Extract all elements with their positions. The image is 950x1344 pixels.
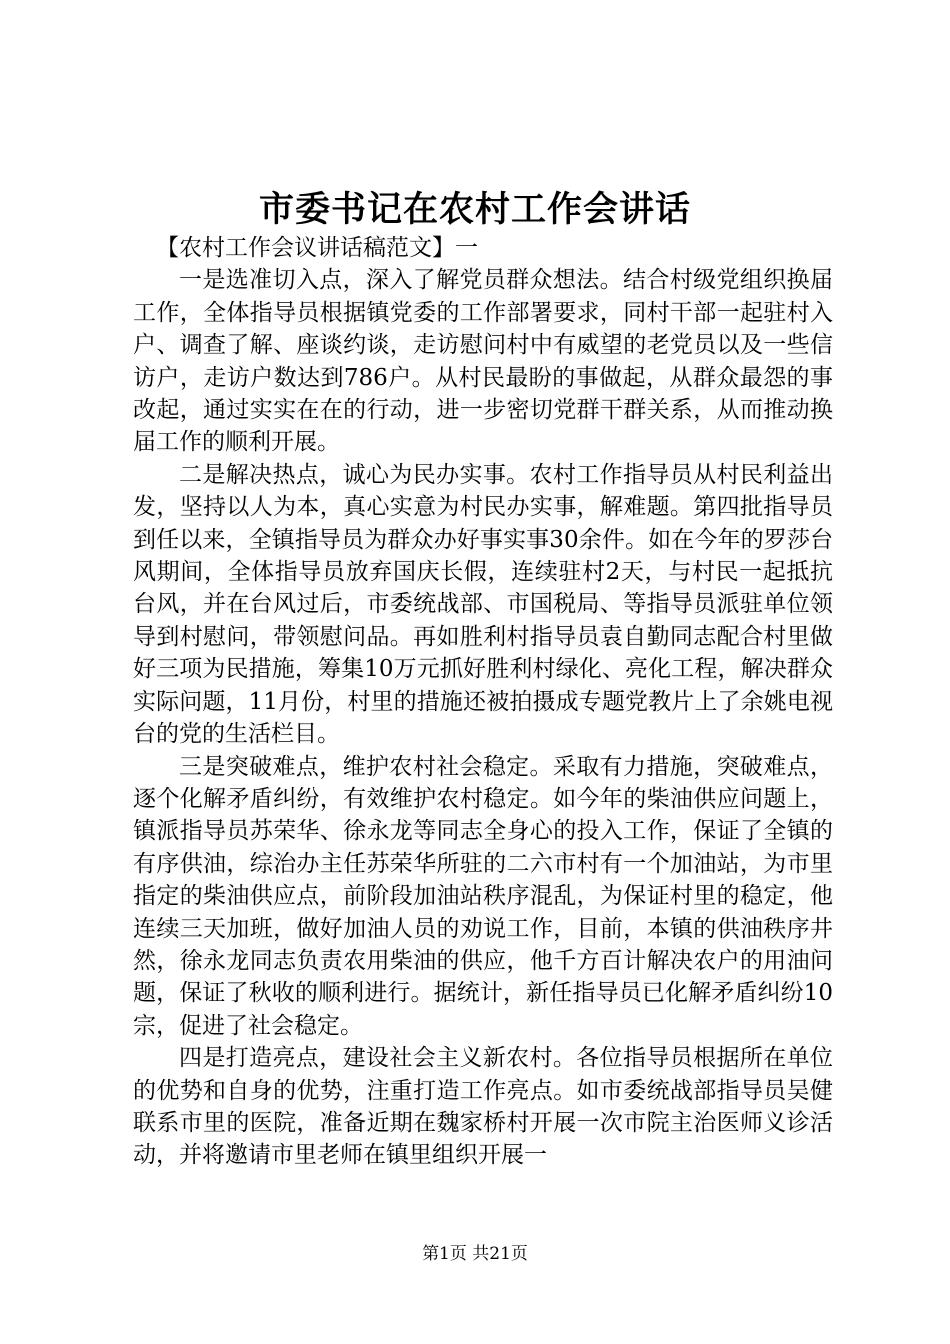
document-subheading: 【农村工作会议讲话稿范文】一 (156, 235, 478, 261)
document-body (133, 232, 833, 1172)
paragraph-1: 一是选准切入点，深入了解党员群众想法。结合村级党组织换届工作，全体指导员根据镇党委的工作部署要求，同村干部一起驻村入户、调查了解、座谈约谈，走访慰问村中有威望的老党员以及一些信访户，走访户数达到786户。从村民最盼的事做起，从群众最怨的事改起，通过实实在在的行动，进一步密切党群干群关系，从而推动换届工作的顺利开展。 (133, 267, 833, 456)
page-footer: 第1页 共21页 (422, 1244, 528, 1264)
paragraph-4: 四是打造亮点，建设社会主义新农村。各位指导员根据所在单位的优势和自身的优势，注重打造工作亮点。如市委统战部指导员吴健联系市里的医院，准备近期在魏家桥村开展一次市院主治医师义诊活动，并将邀请市里老师在镇里组织开展一 (133, 1045, 833, 1169)
document-title: 市委书记在农村工作会讲话 (258, 189, 691, 230)
paragraph-3: 三是突破难点，维护农村社会稳定。采取有力措施，突破难点，逐个化解矛盾纠纷，有效维护农村稳定。如今年的柴油供应问题上，镇派指导员苏荣华、徐永龙等同志全身心的投入工作，保证了全镇的有序供油，综治办主任苏荣华所驻的二六市村有一个加油站，为市里指定的柴油供应点，前阶段加油站秩序混乱，为保证村里的稳定，他连续三天加班，做好加油人员的劝说工作，目前，本镇的供油秩序井然，徐永龙同志负责农用柴油的供应，他千方百计解决农户的用油问题，保证了秋收的顺利进行。据统计，新任指导员已化解矛盾纠纷10宗，促进了社会稳定。 (133, 753, 833, 1039)
paragraph-2: 二是解决热点，诚心为民办实事。农村工作指导员从村民利益出发，坚持以人为本，真心实意为村民办实事，解难题。第四批指导员到任以来，全镇指导员为群众办好事实事30余件。如在今年的罗莎台风期间，全体指导员放弃国庆长假，连续驻村2天，与村民一起抵抗台风，并在台风过后，市委统战部、市国税局、等指导员派驻单位领导到村慰问，带领慰问品。再如胜利村指导员袁自勤同志配合村里做好三项为民措施，筹集10万元抓好胜利村绿化、亮化工程，解决群众实际问题，11月份，村里的措施还被拍摄成专题党教片上了余姚电视台的党的生活栏目。 (133, 461, 833, 748)
